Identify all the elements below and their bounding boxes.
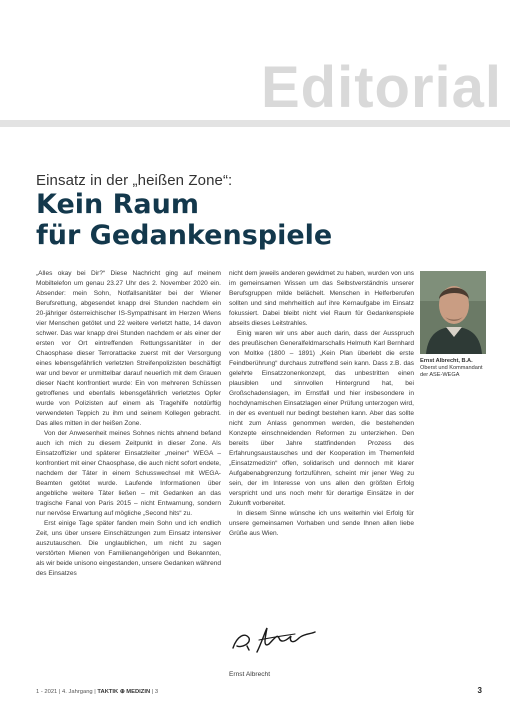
body-column-1	[36, 269, 221, 579]
handwritten-signature	[229, 618, 319, 660]
page-number: 3	[477, 686, 482, 695]
paragraph: Von der Anwesenheit meines Sohnes nichts ahnend befand auch ich mich zu diesem Zeitpunkt in dieser Zone. Als Einsatzoffizier und späterer Einsatzleiter „meiner“ WEGA – konfrontiert mit einer Chaosphase, die auch nicht sofort endete, nachdem der Täter in einem Schusswechsel mit WEGA-Beamten getötet wurde. Laufende Informationen über angebliche weitere Täter ließen – mit Gedanken an das tragische Fanal von Paris 2015 – nicht Entwarnung, sondern nur nervöse Erwartung auf mögliche „Second hits“ zu.	[36, 430, 221, 518]
headline-line-2: für Gedankenspiele	[36, 220, 333, 251]
article-kicker: Einsatz in der „heißen Zone“:	[36, 172, 233, 189]
footer-separator: |	[151, 689, 155, 695]
article-headline	[36, 189, 476, 251]
section-title: Editorial	[260, 55, 502, 120]
footer-page-ref: 3	[154, 689, 159, 695]
footer-volume: 4. Jahrgang	[62, 689, 93, 695]
footer-separator: |	[94, 689, 98, 695]
author-portrait	[420, 271, 486, 354]
paragraph: In diesem Sinne wünsche ich uns weiterhin viel Erfolg für unsere gemeinsamen Vorhaben und sende Ihnen allen liebe Grüße aus Wien.	[229, 510, 414, 538]
signer-name: Ernst Albrecht	[229, 671, 271, 678]
footer-separator: |	[58, 689, 63, 695]
paragraph: „Alles okay bei Dir?“ Diese Nachricht ging auf meinem Mobiltelefon um genau 23.27 Uhr des 2. November 2020 ein. Absender: mein Sohn, Notfallsanitäter bei der Wiener Berufsrettung, abgesendet knapp drei Stunden nachdem ein 20-jähriger österreichischer IS-Sympathisant im Herzen Wiens vier Menschen getötet und 22 weitere verletzt hatte, 14 davon schwer. Das war knapp drei Stunden nachdem er als einer der ersten vor Ort eintreffenden Rettungssanitäter in der Chaosphase dieser Terrorattacke zuerst mit der Versorgung eines lebensgefährlich verletzten Streifenpolizisten beschäftigt war und bevor er unmittelbar darauf neuerlich mit dem Grauen dieser Nacht konfrontiert wurde: Ein von mehreren Schüssen getroffenes und ebenfalls lebensgefährlich verletztes Opfer wurde von Polizisten auf einem als Tragehilfe notdürftig verwendeten Teppich zu ihm und seinem Kollegen gebracht. Das alles mitten in der heißen Zone.	[36, 270, 221, 428]
author-caption	[420, 358, 492, 379]
author-name: Ernst Albrecht, B.A.	[420, 358, 473, 364]
footer-issue: 1 - 2021	[36, 689, 58, 695]
paragraph: nicht dem jeweils anderen gewidmet zu haben, wurden von uns im gemeinsamen Wissen um das Selbstverständnis unserer Berufsgruppen milde belächelt. Menschen in Helferberufen sollten und sind mehrheitlich auf ihre Kernaufgabe im Einsatz fokussiert. Dabei bleibt nicht viel Raum für Gedankenspiele abseits dieses Leitstrahles.	[229, 270, 414, 328]
masthead-rule	[0, 120, 510, 127]
headline-line-1: Kein Raum	[36, 189, 200, 220]
body-column-2	[229, 269, 414, 539]
page-footer	[36, 689, 158, 695]
paragraph: Erst einige Tage später fanden mein Sohn und ich endlich Zeit, uns über unsere Einschätzungen zum Einsatz intensiver auszutauschen. Die unglaublichen, um nicht zu sagen verstörten Mienen von Familienangehörigen und Bekannten, als wir beide unisono eingestanden, unsere Gedanken während des Einsatzes	[36, 520, 221, 578]
author-role: Oberst und Kommandant der ASE-WEGA	[420, 365, 483, 378]
paragraph: Einig waren wir uns aber auch darin, dass der Ausspruch des preußischen Generalfeldmarschalls Helmuth Karl Bernhard von Moltke (1800 – 1891) „Kein Plan überlebt die erste Feindberührung“ durchaus zutreffend sein kann. Dass z.B. das gelehrte Einsatzzonenkonzept, das unbestritten einen plausiblen und sinnvollen Hintergrund hat, bei Großschadenslagen, im Ernstfall und hier insbesondere in hochdynamischen Einsatzlagen einer Prüfung unterzogen wird, in der es eventuell nur bedingt bestehen kann. Aber das sollte nicht zum Anlass genommen werden, die bestehenden Konzepte einschneidenden Reformen zu unterziehen. Den bereits über Jahre stattfindenden Prozess des Erfahrungsaustausches und der Kooperation im Themenfeld „Einsatzmedizin“ offen, solidarisch und dennoch mit klarer Aufgabenabgrenzung fortzuführen, scheint mir jener Weg zu sein, der im Interesse von uns allen den größten Erfolg verspricht und uns noch mehr für derartige Einsätze in der Zukunft vorbereitet.	[229, 330, 414, 508]
footer-brand: TAKTIK ⊕ MEDIZIN	[97, 689, 151, 695]
